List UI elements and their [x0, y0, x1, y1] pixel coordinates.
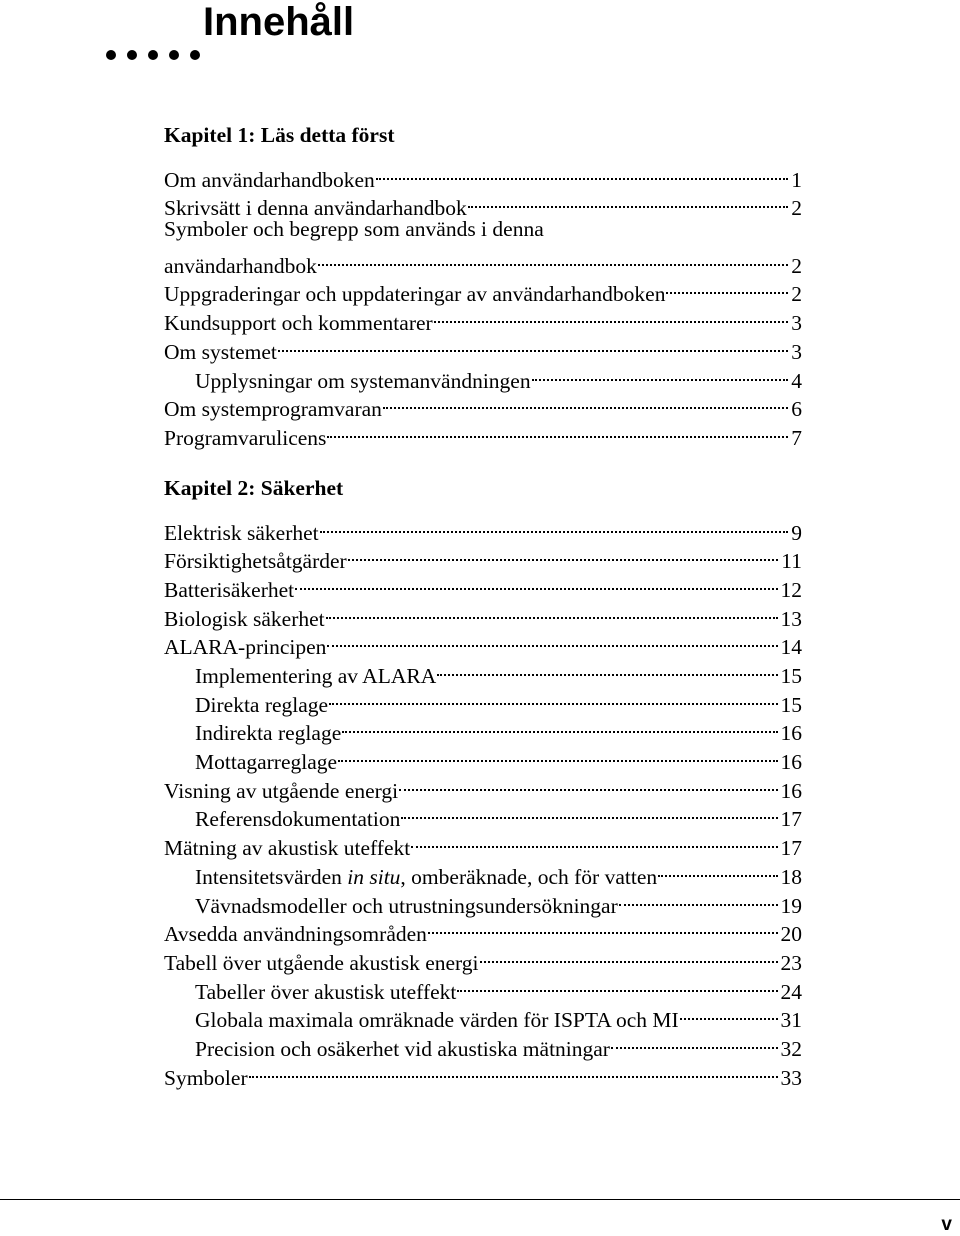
- toc-entry-page: 16: [780, 750, 802, 775]
- dot-leader: [342, 712, 777, 741]
- toc-entry-title: Direkta reglage: [195, 692, 329, 717]
- toc-entry-title: Skrivsätt i denna användarhandbok: [164, 196, 467, 221]
- footer-divider: [0, 1199, 960, 1200]
- toc-entry-page: 33: [780, 1065, 802, 1090]
- dot-leader: [399, 769, 777, 798]
- dot-leader: [532, 359, 789, 388]
- dot-leader: [376, 158, 789, 187]
- dot-leader: [680, 999, 778, 1028]
- toc-entry-title: Referensdokumentation: [195, 807, 401, 832]
- toc-entry-page: 7: [791, 425, 802, 450]
- toc-entry-title: Upplysningar om systemanvändningen: [195, 368, 531, 393]
- dot-leader: [338, 740, 777, 769]
- dot-icon: [148, 50, 158, 60]
- toc-entry-title: Kundsupport och kommentarer: [164, 311, 433, 336]
- dot-leader: [320, 511, 789, 540]
- dot-leader: [249, 1056, 778, 1085]
- toc-entry-page: 19: [780, 893, 802, 918]
- toc-entry-title: Elektrisk säkerhet: [164, 520, 319, 545]
- toc-entry-page: 11: [781, 549, 802, 574]
- table-of-contents: [164, 118, 802, 1090]
- toc-entry-title: Tabell över utgående akustisk energi: [164, 950, 479, 975]
- dot-leader: [666, 273, 788, 302]
- dot-icon: [169, 50, 179, 60]
- dot-leader: [658, 855, 777, 884]
- toc-entry[interactable]: [164, 244, 802, 278]
- title-dots-ornament: [106, 50, 200, 60]
- toc-entry-title: Om systemprogramvaran: [164, 397, 382, 422]
- toc-entry-title: Mottagarreglage: [195, 750, 338, 775]
- dot-leader: [457, 970, 777, 999]
- toc-entry-page: 6: [791, 397, 802, 422]
- toc-entry-page: 23: [780, 950, 802, 975]
- dot-leader: [434, 301, 789, 330]
- toc-entry-title: Biologisk säkerhet: [164, 606, 325, 631]
- toc-entry-title-part: , omberäknade, och för vatten: [400, 864, 658, 889]
- toc-entry-title: Om användarhandboken: [164, 167, 375, 192]
- toc-entry-title: [195, 863, 657, 892]
- toc-entry-page: 1: [791, 167, 802, 192]
- dot-leader: [348, 540, 779, 569]
- page-title: Innehåll: [203, 0, 355, 44]
- dot-leader: [468, 187, 789, 216]
- dot-leader: [295, 568, 777, 597]
- toc-entry-title-part: in situ: [347, 864, 401, 889]
- dot-leader: [327, 416, 788, 445]
- toc-entry-page: 12: [780, 577, 802, 602]
- toc-entry-title: Visning av utgående energi: [164, 778, 399, 803]
- toc-entry-page: 31: [780, 1008, 802, 1033]
- toc-entry-page: 3: [791, 339, 802, 364]
- toc-entry-page: 16: [780, 721, 802, 746]
- dot-leader: [318, 244, 788, 273]
- toc-entry[interactable]: [164, 511, 802, 545]
- toc-entry-title: Programvarulicens: [164, 425, 327, 450]
- dot-leader: [437, 654, 777, 683]
- dot-leader: [327, 626, 777, 655]
- toc-entry-title: Mätning av akustisk uteffekt: [164, 836, 411, 861]
- toc-entry[interactable]: [164, 158, 802, 192]
- toc-entry-page: 2: [791, 196, 802, 221]
- toc-entry-title: Symboler: [164, 1065, 248, 1090]
- dot-leader: [411, 826, 777, 855]
- toc-entry-page: 20: [780, 922, 802, 947]
- toc-entry-title: Vävnadsmodeller och utrustningsundersökningar: [195, 893, 618, 918]
- toc-entry-page: 2: [791, 282, 802, 307]
- toc-entry-page: 15: [780, 664, 802, 688]
- toc-entry-page: 14: [780, 635, 802, 660]
- chapter-2-entries: [164, 511, 802, 1090]
- toc-entry-title: Globala maximala omräknade värden för ISPTA och MI: [195, 1008, 679, 1033]
- toc-entry-title-part: Intensitetsvärden: [195, 864, 348, 889]
- dot-leader: [428, 913, 778, 942]
- toc-entry-page: 15: [780, 692, 802, 717]
- toc-entry-title: Uppgraderingar och uppdateringar av användarhandboken: [164, 282, 666, 307]
- toc-entry-title: Försiktighetsåtgärder: [164, 549, 347, 574]
- dot-leader: [278, 330, 788, 359]
- dot-icon: [106, 50, 116, 60]
- dot-icon: [190, 50, 200, 60]
- chapter-heading: Kapitel 2: Säkerhet: [164, 475, 344, 500]
- toc-entry-page: 2: [791, 253, 802, 278]
- toc-entry-page: 13: [780, 606, 802, 631]
- toc-entry-title: Tabeller över akustisk uteffekt: [195, 979, 457, 1004]
- toc-entry-page: 16: [780, 778, 802, 803]
- toc-entry-page: 4: [791, 368, 802, 393]
- dot-leader: [326, 597, 778, 626]
- toc-entry-page: 24: [780, 979, 802, 1004]
- toc-entry[interactable]: [164, 1056, 802, 1090]
- toc-entry-title: Implementering av ALARA: [195, 664, 437, 688]
- dot-leader: [611, 1027, 778, 1056]
- chapter-1-entries: [164, 158, 802, 450]
- chapter-heading: Kapitel 1: Läs detta först: [164, 123, 395, 147]
- dot-leader: [383, 388, 788, 417]
- toc-entry-title: Batterisäkerhet: [164, 577, 295, 602]
- page-number: v: [941, 1214, 952, 1235]
- toc-entry-page: 17: [780, 836, 802, 861]
- toc-entry-page: 32: [780, 1036, 802, 1061]
- toc-entry-title: Symboler och begrepp som används i denna: [164, 217, 544, 242]
- toc-entry-title: ALARA-principen: [164, 635, 327, 660]
- toc-entry-page: 18: [780, 864, 802, 889]
- dot-icon: [127, 50, 137, 60]
- toc-entry-title: användarhandbok: [164, 253, 317, 278]
- dot-leader: [619, 884, 778, 913]
- dot-leader: [329, 683, 777, 712]
- dot-leader: [401, 798, 777, 827]
- toc-entry-title: Om systemet: [164, 339, 277, 364]
- toc-entry-title: Precision och osäkerhet vid akustiska mätningar: [195, 1036, 610, 1061]
- toc-entry-title: Indirekta reglage: [195, 721, 342, 746]
- toc-entry[interactable]: [164, 215, 802, 244]
- toc-entry-title: Avsedda användningsområden: [164, 922, 427, 947]
- dot-leader: [480, 941, 778, 970]
- toc-entry-page: 9: [791, 520, 802, 545]
- toc-entry-page: 3: [791, 311, 802, 336]
- toc-entry-page: 17: [780, 807, 802, 832]
